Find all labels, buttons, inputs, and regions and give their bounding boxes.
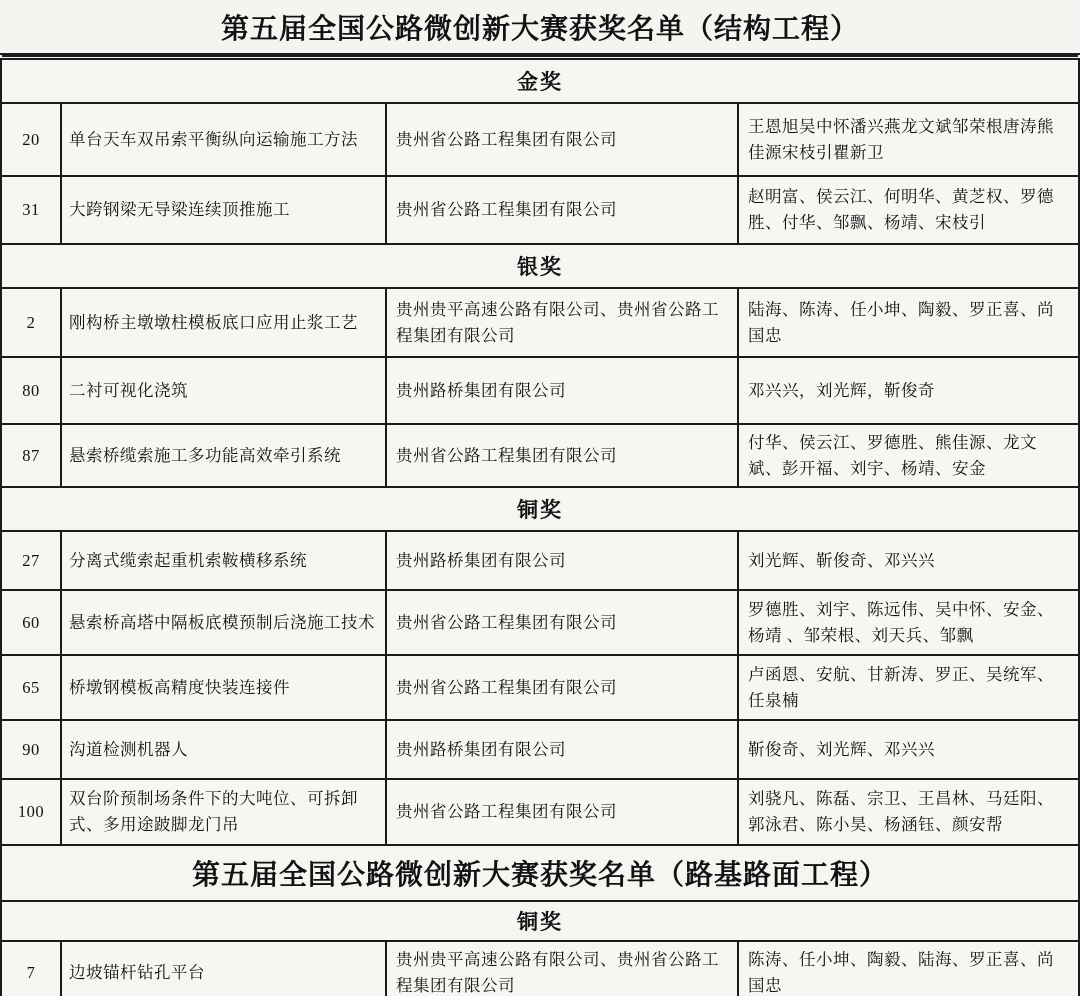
project-title: 刚构桥主墩墩柱模板底口应用止浆工艺	[60, 289, 385, 356]
project-title: 二衬可视化浇筑	[60, 358, 385, 423]
project-title: 边坡锚杆钻孔平台	[60, 942, 385, 996]
entry-number: 7	[26, 963, 36, 983]
winner-names: 陆海、陈涛、任小坤、陶毅、罗正喜、尚国忠	[737, 289, 1078, 356]
document-title-roadbed-pavement: 第五届全国公路微创新大赛获奖名单（路基路面工程）	[2, 844, 1078, 900]
winner-names: 邓兴兴，刘光辉，靳俊奇	[737, 358, 1078, 423]
table-row	[2, 356, 1078, 423]
entry-number: 27	[22, 550, 40, 570]
organization: 贵州路桥集团有限公司	[385, 532, 737, 589]
organization: 贵州省公路工程集团有限公司	[385, 591, 737, 654]
award-band-bronze-part2: 铜奖	[2, 900, 1078, 940]
table-row	[2, 287, 1078, 356]
winner-names: 刘光辉、靳俊奇、邓兴兴	[737, 532, 1078, 589]
organization: 贵州路桥集团有限公司	[385, 358, 737, 423]
entry-number: 87	[22, 445, 40, 465]
project-title: 悬索桥缆索施工多功能高效牵引系统	[60, 425, 385, 486]
table-row	[2, 175, 1078, 243]
project-title: 沟道检测机器人	[60, 721, 385, 778]
table-row	[2, 589, 1078, 654]
award-band-gold: 金奖	[2, 60, 1078, 102]
organization: 贵州省公路工程集团有限公司	[385, 104, 737, 175]
entry-number: 20	[22, 129, 40, 149]
project-title: 大跨钢梁无导梁连续顶推施工	[60, 177, 385, 243]
project-title: 悬索桥高塔中隔板底模预制后浇施工技术	[60, 591, 385, 654]
table-row	[2, 530, 1078, 589]
winner-names: 陈涛、任小坤、陶毅、陆海、罗正喜、尚国忠	[737, 942, 1078, 996]
entry-number: 100	[17, 802, 45, 822]
table-row	[2, 423, 1078, 486]
entry-number: 60	[22, 612, 40, 632]
organization: 贵州路桥集团有限公司	[385, 721, 737, 778]
winner-names: 罗德胜、刘宇、陈远伟、吴中怀、安金、杨靖 、邹荣根、刘天兵、邹飘	[737, 591, 1078, 654]
winner-names: 卢函恩、安航、甘新涛、罗正、吴统军、任泉楠	[737, 656, 1078, 719]
winner-names: 付华、侯云江、罗德胜、熊佳源、龙文斌、彭开福、刘宇、杨靖、安金	[737, 425, 1078, 486]
winner-names: 刘骁凡、陈磊、宗卫、王昌林、马廷阳、郭泳君、陈小昊、杨涵钰、颜安帮	[737, 780, 1078, 844]
organization: 贵州贵平高速公路有限公司、贵州省公路工程集团有限公司	[385, 942, 737, 996]
document-title-structural-engineering: 第五届全国公路微创新大赛获奖名单（结构工程）	[0, 0, 1080, 55]
project-title: 双台阶预制场条件下的大吨位、可拆卸式、多用途跛脚龙门吊	[60, 780, 385, 844]
table-row	[2, 102, 1078, 175]
entry-number: 65	[22, 677, 40, 697]
table-row	[2, 940, 1078, 996]
winner-names: 靳俊奇、刘光辉、邓兴兴	[737, 721, 1078, 778]
entry-number: 31	[22, 200, 40, 220]
organization: 贵州贵平高速公路有限公司、贵州省公路工程集团有限公司	[385, 289, 737, 356]
organization: 贵州省公路工程集团有限公司	[385, 177, 737, 243]
organization: 贵州省公路工程集团有限公司	[385, 425, 737, 486]
award-band-bronze: 铜奖	[2, 486, 1078, 530]
entry-number: 2	[26, 312, 36, 332]
project-title: 分离式缆索起重机索鞍横移系统	[60, 532, 385, 589]
award-band-silver: 银奖	[2, 243, 1078, 287]
project-title: 单台天车双吊索平衡纵向运输施工方法	[60, 104, 385, 175]
entry-number: 80	[22, 380, 40, 400]
winner-names: 赵明富、侯云江、何明华、黄芝权、罗德胜、付华、邹飘、杨靖、宋枝引	[737, 177, 1078, 243]
project-title: 桥墩钢模板高精度快装连接件	[60, 656, 385, 719]
organization: 贵州省公路工程集团有限公司	[385, 656, 737, 719]
winner-names: 王恩旭吴中怀潘兴燕龙文斌邹荣根唐涛熊佳源宋枝引瞿新卫	[737, 104, 1078, 175]
organization: 贵州省公路工程集团有限公司	[385, 780, 737, 844]
table-row	[2, 778, 1078, 844]
table-row	[2, 719, 1078, 778]
table-row	[2, 654, 1078, 719]
awards-table	[0, 58, 1080, 996]
entry-number: 90	[22, 739, 40, 759]
